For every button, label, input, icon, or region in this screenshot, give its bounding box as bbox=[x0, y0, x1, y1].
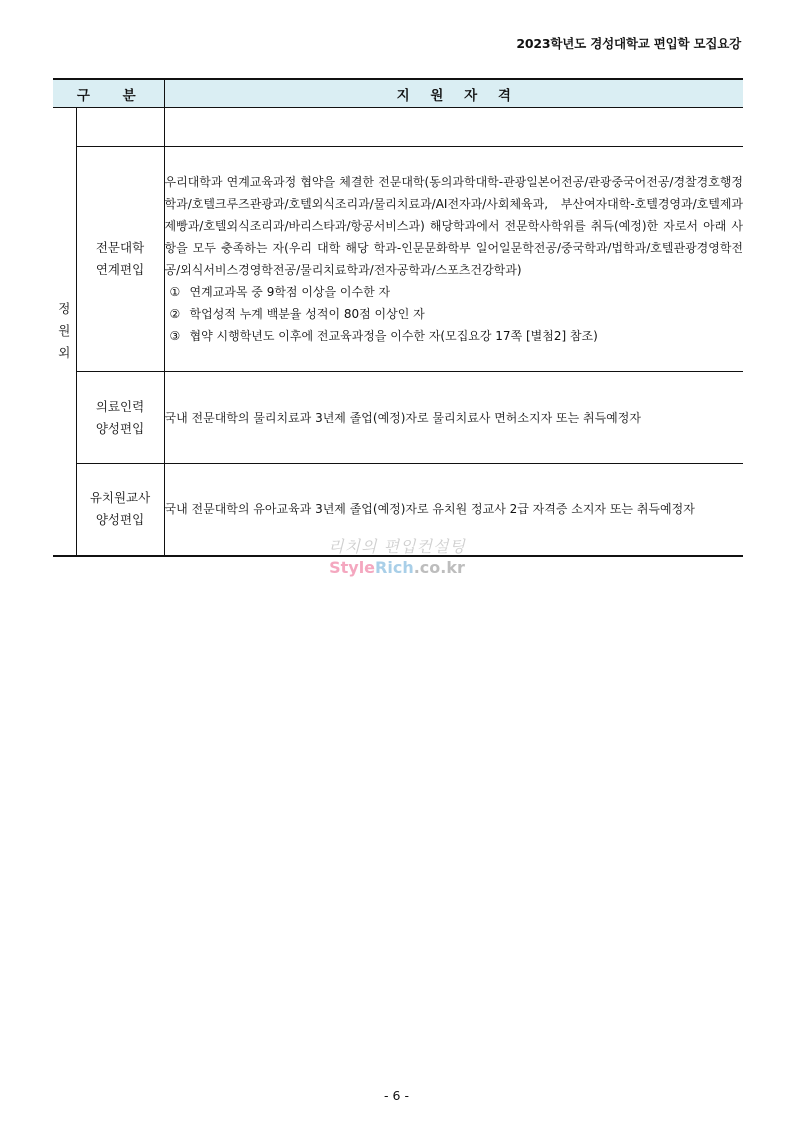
group-label: 정원외 bbox=[58, 301, 71, 361]
description-cell-college-linked bbox=[164, 147, 743, 372]
admission-qualification-table bbox=[53, 78, 743, 557]
document-header-title: 2023학년도 경성대학교 편입학 모집요강 bbox=[516, 36, 741, 51]
condition-item: ① 연계교과목 중 9학점 이상을 이수한 자 bbox=[169, 285, 391, 299]
category-line: 양성편입 bbox=[95, 420, 145, 436]
header-category: 구 분 bbox=[53, 79, 164, 108]
category-line: 연계편입 bbox=[95, 262, 145, 277]
condition-item: ③ 협약 시행학년도 이후에 전교육과정을 이수한 자(모집요강 17쪽 [별첨2] 참조) bbox=[169, 329, 598, 343]
category-cell-empty bbox=[76, 108, 164, 147]
category-line: 전문대학 bbox=[95, 240, 145, 255]
category-cell-college-linked bbox=[76, 147, 164, 372]
category-cell-medical bbox=[76, 372, 164, 464]
group-cell bbox=[53, 108, 76, 556]
category-line: 의료인력 bbox=[95, 398, 145, 414]
table-row bbox=[53, 147, 743, 372]
category-cell-kindergarten bbox=[76, 464, 164, 556]
condition-item: ② 학업성적 누계 백분율 성적이 80점 이상인 자 bbox=[169, 307, 425, 321]
table-row bbox=[53, 372, 743, 464]
description-cell-kindergarten: 국내 전문대학의 유아교육과 3년제 졸업(예정)자로 유치원 정교사 2급 자격증 소지자 또는 취득예정자 bbox=[164, 464, 743, 556]
watermark bbox=[322, 534, 472, 577]
watermark-logo: StyleRich.co.kr bbox=[329, 558, 465, 577]
watermark-script: 리치의 편입컨설팅 bbox=[328, 537, 466, 556]
category-line: 유치원교사 bbox=[89, 490, 151, 506]
table-row bbox=[53, 108, 743, 147]
table-header-row bbox=[53, 79, 743, 108]
qualification-text: 우리대학과 연계교육과정 협약을 체결한 전문대학(동의과학대학-관광일본어전공/관광중국어전공/경찰경호행정학과/호텔크루즈관광과/호텔외식조리과/물리치료과/AI전자과/사회체육과, 부산여자대학-호텔경영과/호텔제과제빵과/호텔외식조리과/바리스타과/항공서비스과) 해당학과에서 전문학사학위를 취득(예정)한 자로서 아래 사항을 모두 충족하는 자(우리 대학 해당 학과-인문문화학부 일어일문학전공/중국학과/법학과/호텔관광경영학전공/외식서비스경영학전공/물리치료학과/전자공학과/스포츠건강학과) bbox=[164, 175, 744, 277]
page-number: - 6 - bbox=[384, 1088, 409, 1103]
description-cell-medical: 국내 전문대학의 물리치료과 3년제 졸업(예정)자로 물리치료사 면허소지자 또는 취득예정자 bbox=[164, 372, 743, 464]
category-line: 양성편입 bbox=[95, 512, 145, 528]
description-cell-empty bbox=[164, 108, 743, 147]
header-qualification: 지 원 자 격 bbox=[164, 79, 743, 108]
